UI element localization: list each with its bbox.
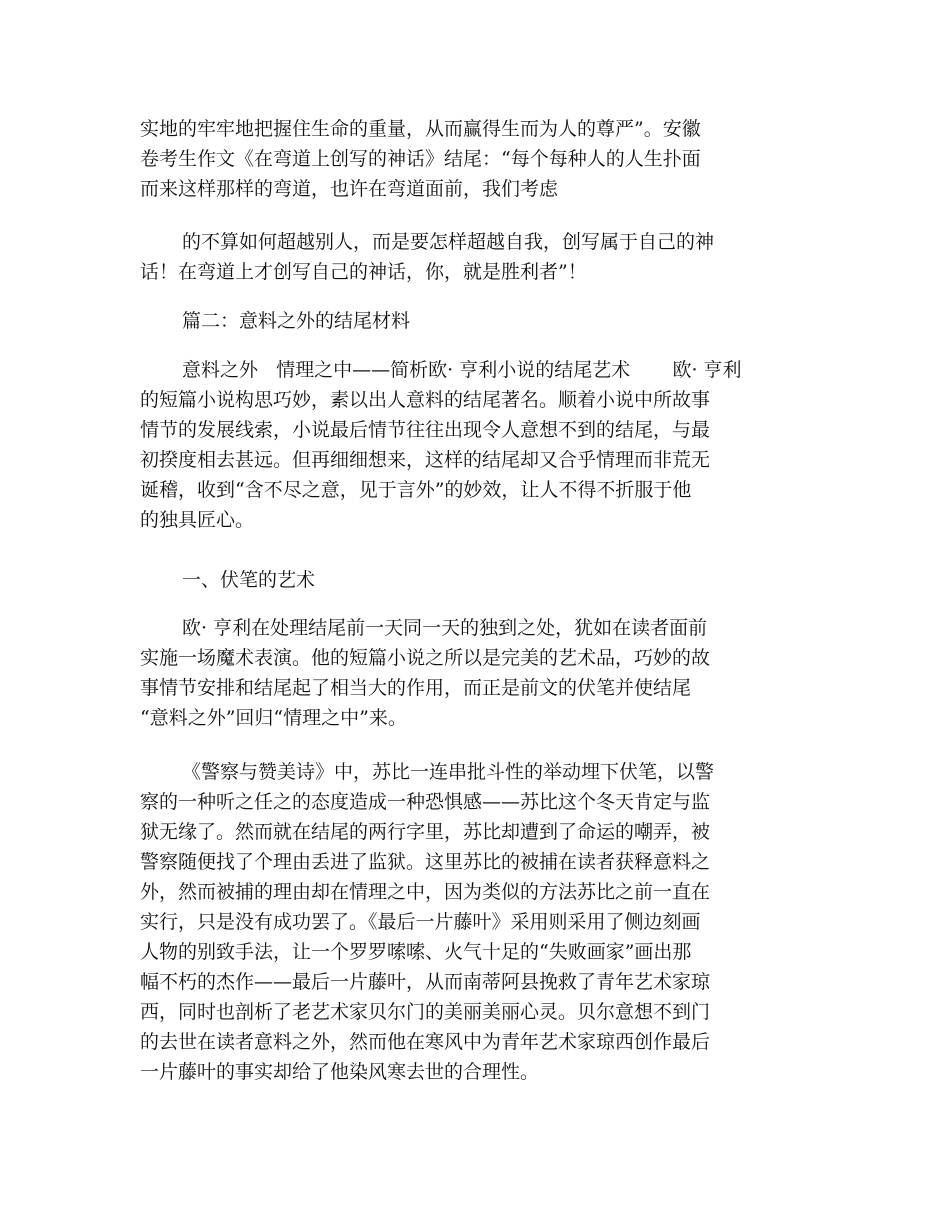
paragraph-line: 的不算如何超越别人，而是要怎样超越自我，创写属于自己的神 (182, 231, 715, 253)
paragraph-line: 人物的别致手法，让一个罗罗嗦嗦、火气十足的“失败画家”画出那 (140, 941, 692, 963)
paragraph-line: 狱无缘了。然而就在结尾的两行字里，苏比却遭到了命运的嘲弄，被 (140, 821, 711, 843)
paragraph-line: 警察随便找了个理由丢进了监狱。这里苏比的被捕在读者获释意料之 (140, 851, 711, 873)
paragraph-line: 篇二：意料之外的结尾材料 (182, 310, 411, 332)
paragraph-line: 西，同时也剖析了老艺术家贝尔门的美丽美丽心灵。贝尔意想不到门 (140, 1001, 711, 1023)
paragraph-line: 实行，只是没有成功罢了。《最后一片藤叶》采用则采用了侧边刻画 (140, 911, 701, 933)
paragraph-line: 幅不朽的杰作——最后一片藤叶，从而南蒂阿县挽救了青年艺术家琼 (140, 971, 711, 993)
paragraph-line: 欧· 亨利在处理结尾前一天同一天的独到之处，犹如在读者面前 (182, 617, 708, 639)
paragraph-line: 实地的牢牢地把握住生命的重量，从而赢得生而为人的尊严”。安徽 (140, 118, 701, 140)
paragraph-1 (140, 114, 701, 204)
paragraph-line: 诞稽，收到“含不尽之意，见于言外”的妙效，让人不得不折服于他 (140, 479, 692, 501)
paragraph-line: 外，然而被捕的理由却在情理之中，因为类似的方法苏比之前一直在 (140, 881, 711, 903)
paragraph-line: 的独具匠心。 (140, 509, 255, 531)
paragraph-magic (140, 613, 710, 733)
subheading-foreshadowing (140, 565, 315, 595)
paragraph-line: 察的一种听之任之的态度造成一种恐惧感——苏比这个冬天肯定与监 (140, 791, 711, 813)
paragraph-examples (140, 757, 714, 1087)
paragraph-line: 一片藤叶的事实却给了他染风寒去世的合理性。 (140, 1061, 540, 1083)
paragraph-line: “意料之外”回归“情理之中”来。 (140, 707, 407, 729)
paragraph-line: 《警察与赞美诗》中，苏比一连串批斗性的举动埋下伏笔，以警 (182, 761, 715, 783)
paragraph-line: 卷考生作文《在弯道上创写的神话》结尾：“每个每种人的人生扑面 (140, 148, 701, 170)
paragraph-line: 实施一场魔术表演。他的短篇小说之所以是完美的艺术品，巧妙的故 (140, 647, 711, 669)
paragraph-intro (140, 355, 742, 535)
paragraph-line: 初揆度相去甚远。但再细细想来，这样的结尾却又合乎情理而非荒无 (140, 449, 711, 471)
section-heading-part-two (140, 306, 410, 336)
paragraph-line: 话！在弯道上才创写自己的神话，你，就是胜利者”！ (140, 261, 587, 283)
paragraph-line: 的去世在读者意料之外，然而他在寒风中为青年艺术家琼西创作最后 (140, 1031, 711, 1053)
paragraph-line: 事情节安排和结尾起了相当大的作用，而正是前文的伏笔并使结尾 (140, 677, 692, 699)
paragraph-line: 而来这样那样的弯道，也许在弯道面前，我们考虑 (140, 178, 559, 200)
paragraph-line: 意料之外 情理之中——简析欧· 亨利小说的结尾艺术 欧· 亨利 (182, 359, 742, 381)
paragraph-line: 的短篇小说构思巧妙，素以出人意料的结尾著名。顺着小说中所故事 (140, 389, 711, 411)
paragraph-line: 情节的发展线索，小说最后情节往往出现令人意想不到的结尾，与最 (140, 419, 711, 441)
paragraph-2 (140, 227, 714, 287)
paragraph-line: 一、伏笔的艺术 (182, 569, 316, 591)
